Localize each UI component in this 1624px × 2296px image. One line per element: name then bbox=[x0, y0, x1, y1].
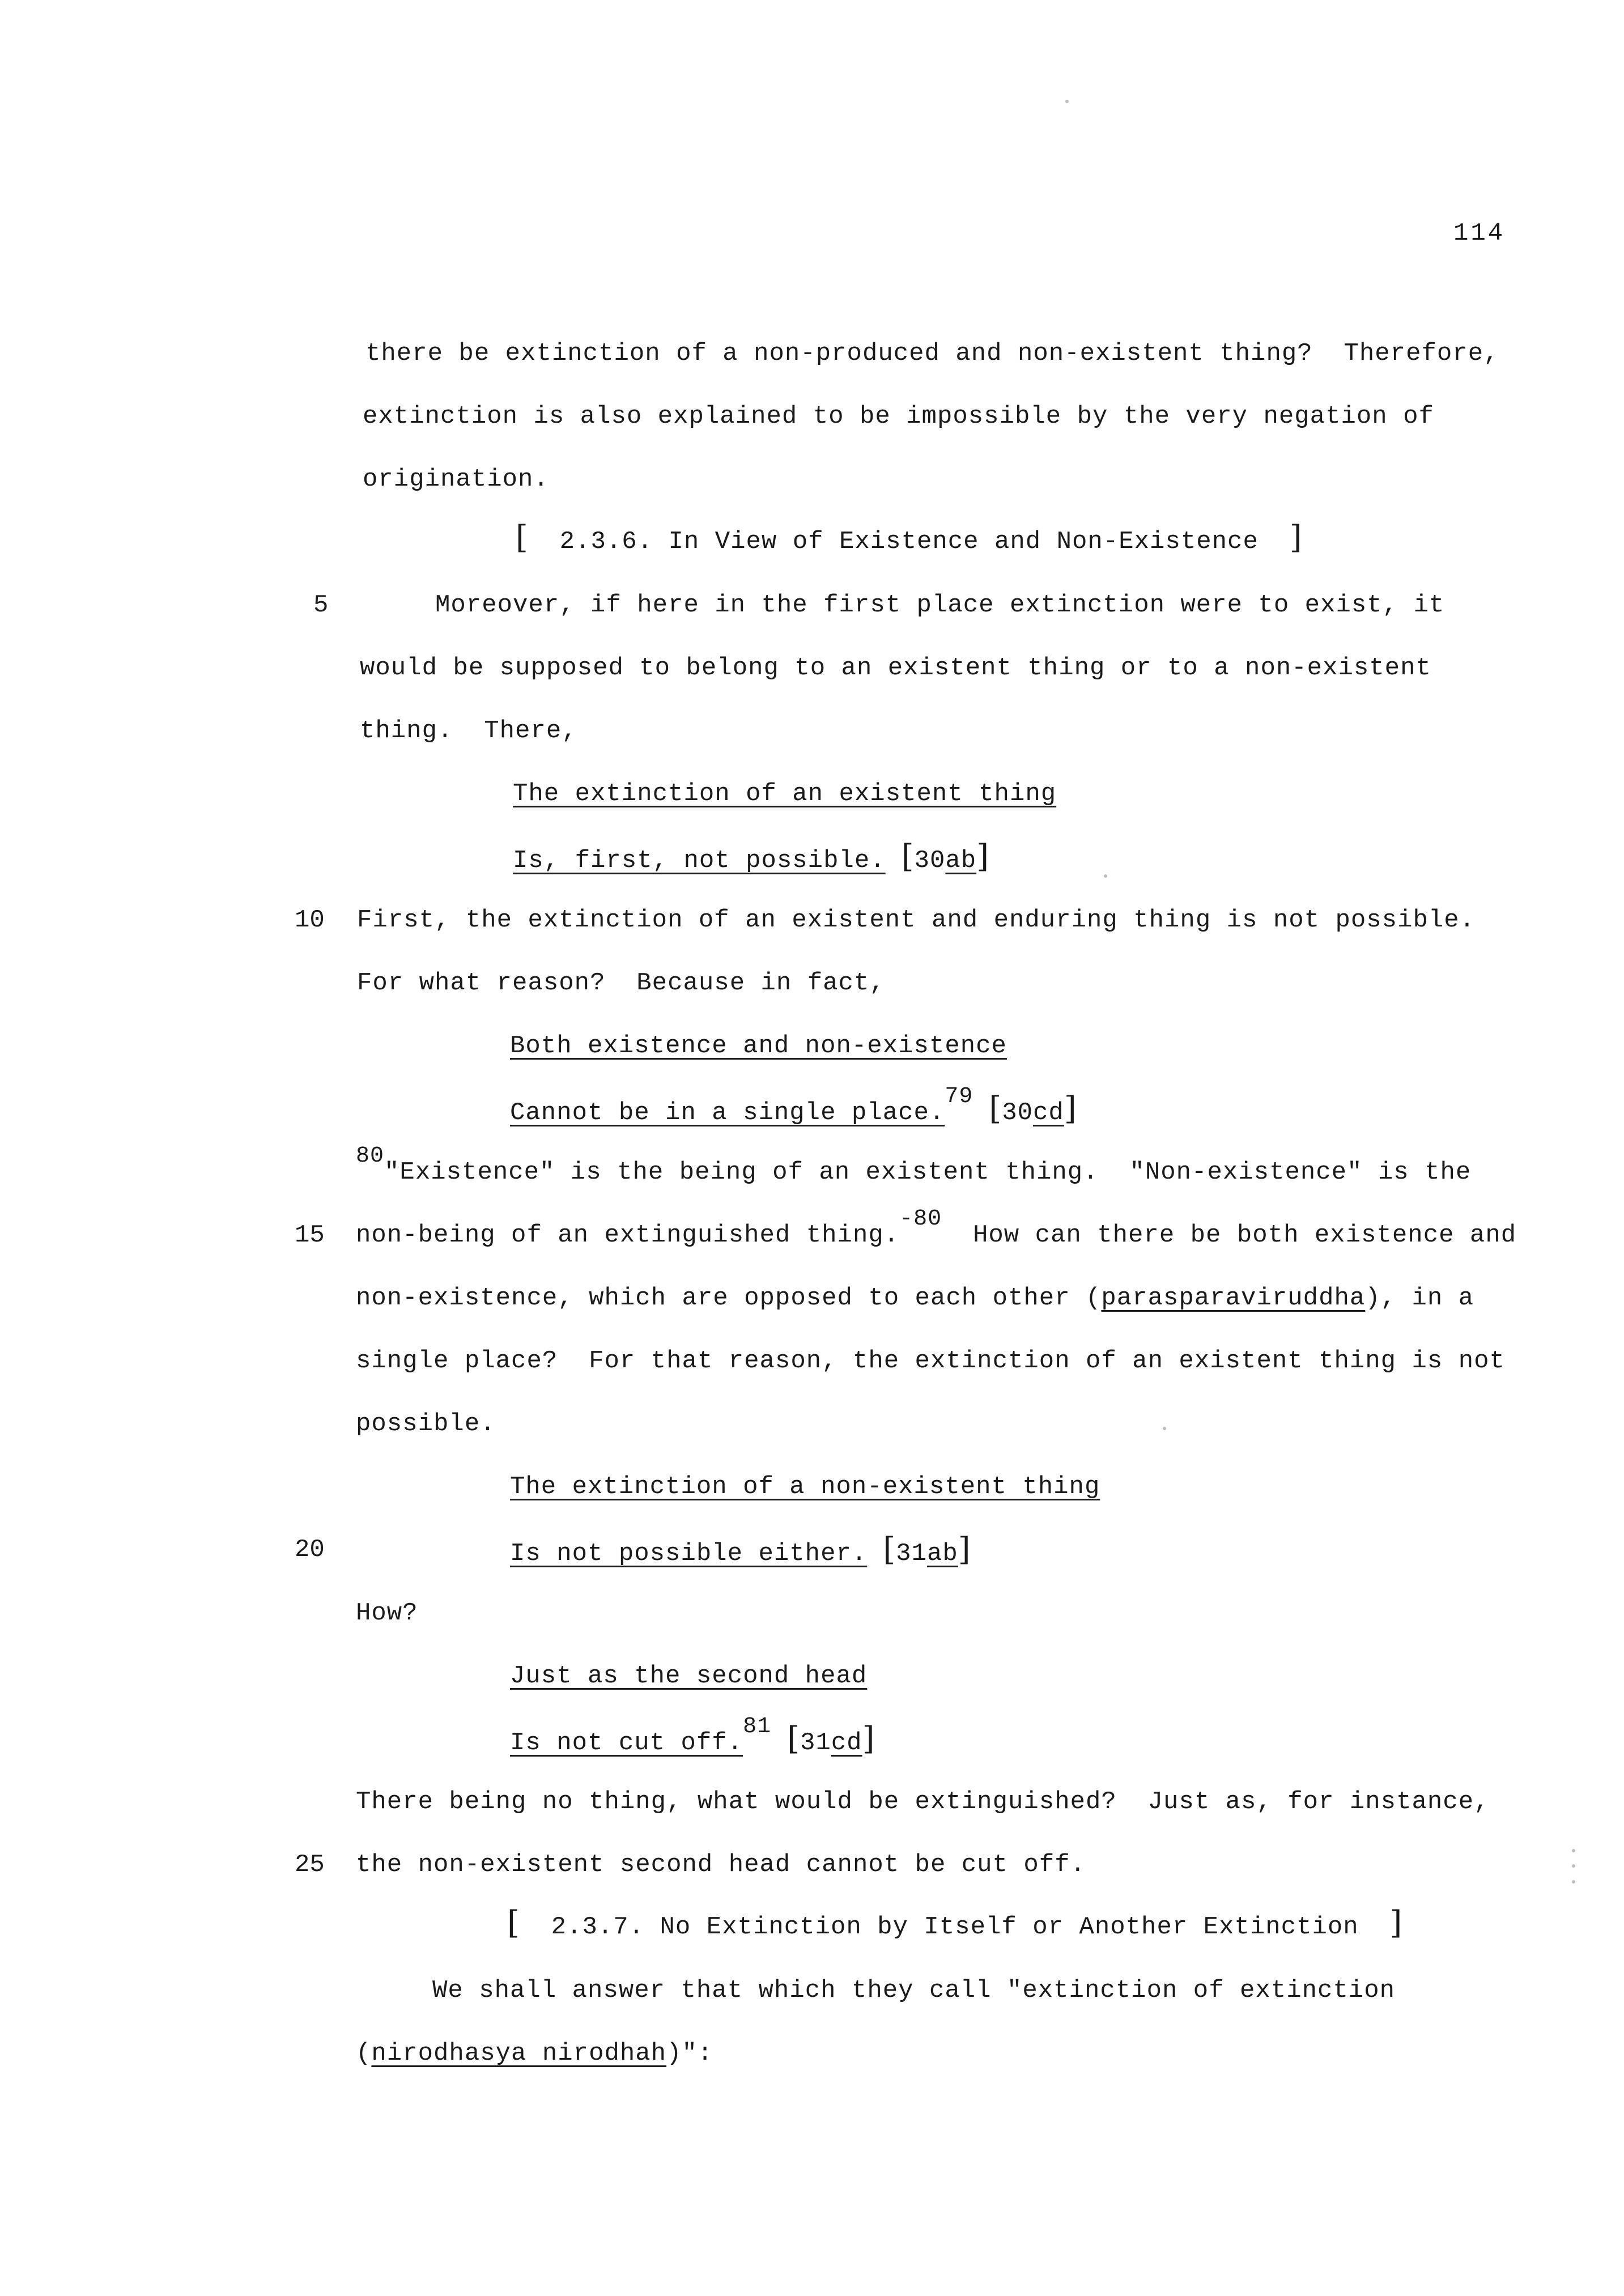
line-number-25: 25 bbox=[295, 1851, 325, 1879]
verse-text: Cannot be in a single place. bbox=[510, 1099, 945, 1127]
scan-speck bbox=[1163, 1427, 1166, 1430]
verse-text: Is, first, not possible. bbox=[513, 847, 886, 875]
text-line: there be extinction of a non-produced and non-existent thing? Therefore, bbox=[365, 339, 1499, 368]
text-line: For what reason? Because in fact, bbox=[357, 969, 885, 997]
text-line: origination. bbox=[363, 465, 549, 494]
page-number: 114 bbox=[1453, 219, 1506, 248]
footnote-marker: 80 bbox=[356, 1143, 385, 1169]
text-line: There being no thing, what would be extinguished? Just as, for instance, bbox=[356, 1788, 1490, 1816]
open-bracket: [ bbox=[516, 519, 529, 556]
scan-speck bbox=[1572, 1864, 1575, 1868]
verse-reference: [30cd] bbox=[989, 1090, 1077, 1127]
line-number-15: 15 bbox=[295, 1221, 325, 1249]
section-heading-2-3-7 bbox=[507, 1904, 1403, 1943]
text-line: would be supposed to belong to an existent thing or to a non-existent bbox=[360, 654, 1431, 682]
sanskrit-term: parasparaviruddha bbox=[1101, 1284, 1366, 1312]
footnote-marker: 79 bbox=[945, 1084, 973, 1109]
scan-speck bbox=[1572, 1849, 1575, 1852]
verse-text: Is not possible either. bbox=[510, 1540, 868, 1568]
section-heading-text: 2.3.6. In View of Existence and Non-Existence bbox=[559, 528, 1259, 556]
text-line: Moreover, if here in the first place extinction were to exist, it bbox=[435, 591, 1445, 619]
verse-line bbox=[510, 1531, 971, 1570]
verse-line bbox=[513, 778, 1056, 810]
verse-line bbox=[510, 1714, 875, 1760]
close-bracket: ] bbox=[1289, 519, 1303, 556]
verse-line bbox=[510, 1471, 1100, 1503]
text-line: the non-existent second head cannot be cut off. bbox=[356, 1851, 1086, 1879]
verse-reference: [31cd] bbox=[787, 1720, 875, 1757]
verse-line bbox=[510, 1660, 867, 1692]
text-line: possible. bbox=[356, 1410, 496, 1438]
scan-speck bbox=[1065, 100, 1069, 103]
verse-text: Just as the second head bbox=[510, 1662, 868, 1690]
verse-text: The extinction of an existent thing bbox=[513, 780, 1057, 808]
text-line: non-being of an extinguished thing.-80 How can there be both existence and bbox=[356, 1206, 1517, 1249]
text-line: First, the extinction of an existent and enduring thing is not possible. bbox=[357, 906, 1476, 934]
verse-reference: [30ab] bbox=[901, 838, 990, 875]
text-line: extinction is also explained to be impossible by the very negation of bbox=[363, 402, 1434, 431]
close-bracket: ] bbox=[1389, 1904, 1403, 1941]
verse-line bbox=[513, 838, 990, 877]
line-number-20: 20 bbox=[295, 1536, 325, 1564]
text-line: How? bbox=[356, 1599, 418, 1627]
sanskrit-term: nirodhasya nirodhah bbox=[371, 2039, 667, 2068]
verse-line bbox=[510, 1084, 1077, 1130]
text-line: 80"Existence" is the being of an existent thing. "Non-existence" is the bbox=[356, 1143, 1472, 1187]
text-line: We shall answer that which they call "extinction of extinction bbox=[432, 1976, 1396, 2005]
text-line: (nirodhasya nirodhah)": bbox=[356, 2039, 713, 2068]
footnote-marker: 81 bbox=[743, 1714, 772, 1740]
text-line: non-existence, which are opposed to each other (parasparaviruddha), in a bbox=[356, 1284, 1474, 1312]
footnote-marker: -80 bbox=[899, 1206, 942, 1232]
section-heading-text: 2.3.7. No Extinction by Itself or Another Extinction bbox=[551, 1913, 1359, 1941]
text-line: thing. There, bbox=[360, 717, 577, 745]
open-bracket: [ bbox=[507, 1904, 520, 1941]
verse-reference: [31ab] bbox=[883, 1531, 971, 1568]
scan-speck bbox=[1572, 1880, 1575, 1883]
line-number-10: 10 bbox=[295, 906, 325, 934]
section-heading-2-3-6 bbox=[516, 519, 1303, 558]
verse-text: Is not cut off. bbox=[510, 1729, 743, 1757]
verse-text: Both existence and non-existence bbox=[510, 1032, 1007, 1060]
verse-text: The extinction of a non-existent thing bbox=[510, 1473, 1100, 1501]
text-line: single place? For that reason, the extinction of an existent thing is not bbox=[356, 1347, 1505, 1375]
scan-speck bbox=[1104, 874, 1107, 878]
verse-line bbox=[510, 1030, 1007, 1062]
line-number-5: 5 bbox=[313, 591, 329, 619]
